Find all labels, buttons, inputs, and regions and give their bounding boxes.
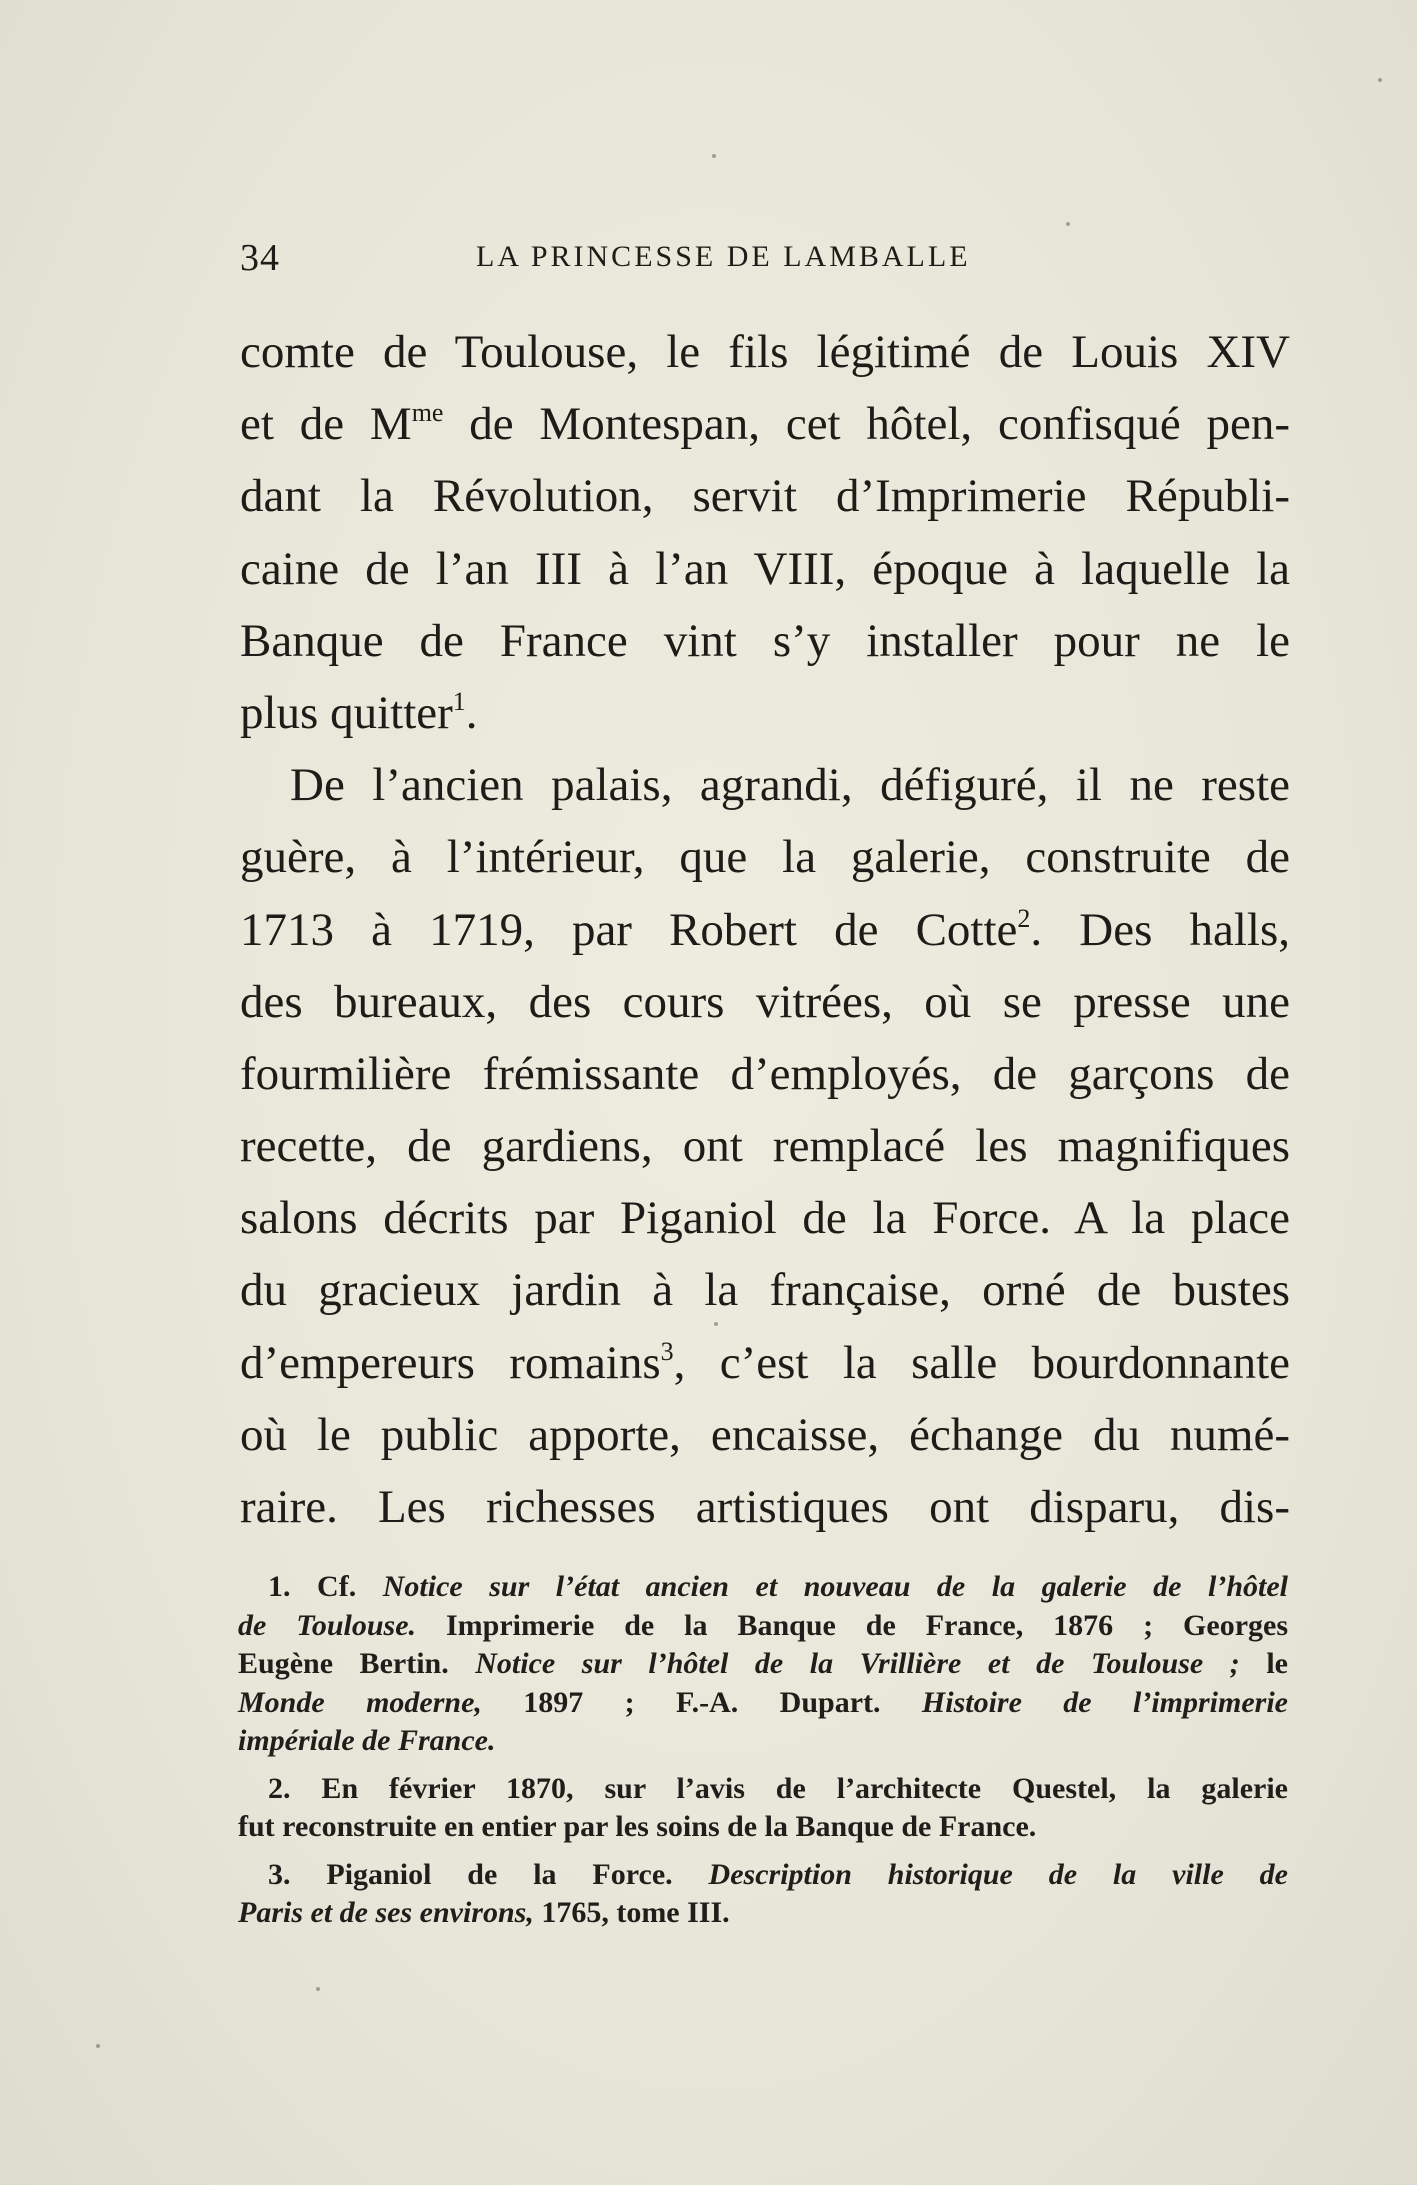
footnote-1 <box>238 1568 1288 1761</box>
footnote-line: 3. Piganiol de la Force. Description historique de la ville de <box>268 1857 1288 1891</box>
text-line: des bureaux, des cours vitrées, où se presse une <box>240 975 1290 1028</box>
text-line: où le public apporte, encaisse, échange du numé- <box>240 1408 1290 1461</box>
footnote-line: 1. Cf. Notice sur l’état ancien et nouveau de la galerie de l’hôtel <box>268 1570 1289 1603</box>
text-line: 1713 à 1719, par Robert de Cotte$^2$. Des halls, <box>240 903 1290 956</box>
text-line: caine de l’an III à l’an VIII, époque à laquelle la <box>240 542 1290 595</box>
footnote-ref: 3 <box>660 1336 674 1366</box>
page-number: 34 <box>240 237 280 279</box>
text-line: guère, à l’intérieur, que la galerie, construite de <box>240 831 1290 884</box>
footnote-line: Paris et de ses environs, 1765, tome III. <box>238 1896 730 1929</box>
ink-speck <box>1066 222 1070 226</box>
footnote-line: impériale de France. <box>238 1724 496 1757</box>
footnote-ref: 2 <box>1017 903 1031 933</box>
footnote-ref: 1 <box>452 686 466 716</box>
footnote-line: fut reconstruite en entier par les soins de la Banque de France. <box>238 1810 1037 1843</box>
text-line: recette, de gardiens, ont remplacé les magnifiques <box>240 1120 1290 1173</box>
text-line: du gracieux jardin à la française, orné de bustes <box>240 1264 1290 1317</box>
text-line: De l’ancien palais, agrandi, défiguré, il ne reste <box>290 759 1290 812</box>
running-head <box>240 236 1300 286</box>
text-line: d’empereurs romains$^3$, c’est la salle bourdonnante <box>240 1336 1290 1389</box>
text-line: salons décrits par Piganiol de la Force. A la place <box>240 1192 1290 1245</box>
footnote-3 <box>238 1856 1288 1933</box>
footnotes <box>238 1568 1288 1942</box>
footnote-2 <box>238 1770 1288 1847</box>
footnote-line: Monde moderne, 1897 ; F.-A. Dupart. Histoire de l’imprimerie <box>238 1685 1288 1719</box>
text-line: plus quitter$^1$. <box>240 686 478 739</box>
ink-speck <box>316 1987 320 1991</box>
text-line: comte de Toulouse, le fils légitimé de Louis XIV <box>240 326 1290 378</box>
footnote-line: 2. En février 1870, sur l’avis de l’architecte Questel, la galerie <box>268 1771 1288 1805</box>
footnote-line: Eugène Bertin. Notice sur l’hôtel de la Vrillière et de Toulouse ; le <box>238 1647 1288 1680</box>
superscript: me <box>411 398 444 428</box>
text-line: dant la Révolution, servit d’Imprimerie Républi- <box>240 470 1290 523</box>
running-title: LA PRINCESSE DE LAMBALLE <box>476 240 971 273</box>
text-line: et de $M^{me}$ de Montespan, cet hôtel, confisqué pen- <box>240 398 1290 451</box>
ink-speck <box>712 154 716 158</box>
text-line: fourmilière frémissante d’employés, de garçons de <box>240 1047 1290 1100</box>
body-text <box>240 316 1290 1543</box>
footnote-line: de Toulouse. Imprimerie de la Banque de France, 1876 ; Georges <box>238 1608 1288 1642</box>
ink-speck <box>96 2044 100 2048</box>
text-line: raire. Les richesses artistiques ont disparu, dis- <box>240 1481 1290 1533</box>
ink-speck <box>1378 78 1382 82</box>
text-line: Banque de France vint s’y installer pour ne le <box>240 614 1290 667</box>
